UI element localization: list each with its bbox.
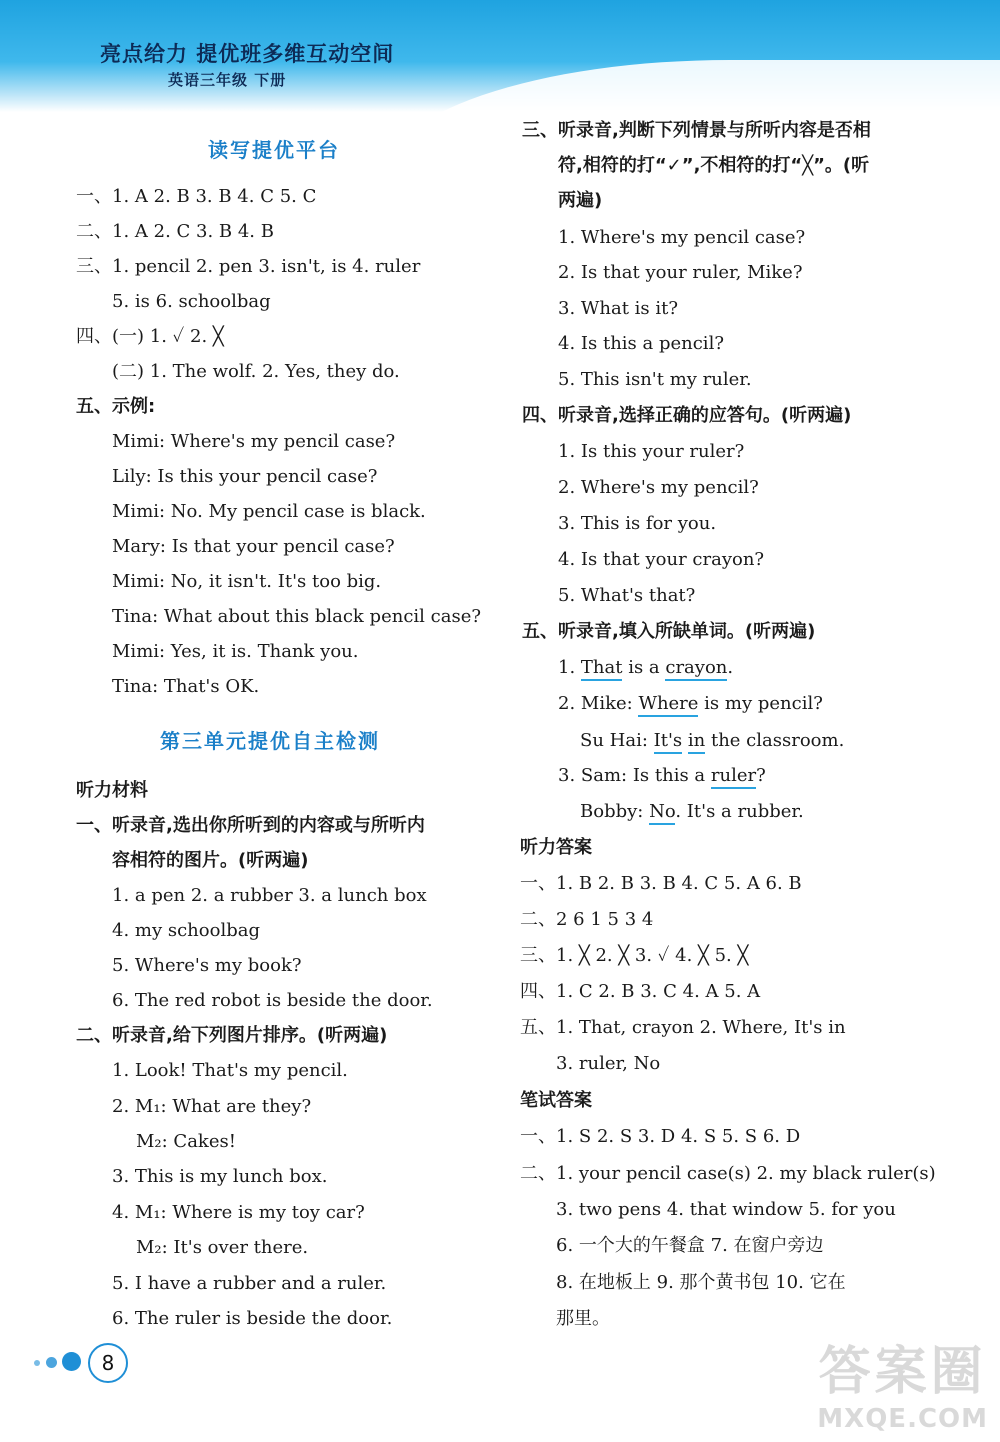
fill-blank-line xyxy=(558,764,766,788)
answer-line: 五、示例: xyxy=(76,396,156,417)
question-heading: 符,相符的打“✓”,不相符的打“╳”。(听 xyxy=(558,155,870,176)
text-segment: the classroom. xyxy=(705,730,845,751)
filled-blank: It's xyxy=(654,730,683,754)
watermark-text: 答案圈 xyxy=(818,1342,987,1402)
question-heading: 五、听录音,填入所缺单词。(听两遍) xyxy=(522,621,816,642)
text-segment: Su Hai: xyxy=(580,730,654,751)
dialogue-line: Mimi: No. My pencil case is black. xyxy=(112,501,426,522)
script-line: M₂: Cakes! xyxy=(136,1131,236,1152)
text-segment: ? xyxy=(756,765,766,786)
answer-line: 二、2 6 1 5 3 4 xyxy=(520,909,654,930)
section-title-unit-test: 第三单元提优自主检测 xyxy=(160,729,380,753)
answer-line: 3. ruler, No xyxy=(556,1053,661,1074)
script-line: 1. Look! That's my pencil. xyxy=(112,1060,348,1081)
script-line: 6. The ruler is beside the door. xyxy=(112,1308,393,1329)
question-heading: 二、听录音,给下列图片排序。(听两遍) xyxy=(76,1025,388,1046)
script-line: 2. Where's my pencil? xyxy=(558,477,759,498)
answer-line: 四、1. C 2. B 3. C 4. A 5. A xyxy=(520,981,761,1002)
book-subtitle: 英语三年级 下册 xyxy=(168,71,287,89)
filled-blank: ruler xyxy=(711,765,756,789)
question-heading: 两遍) xyxy=(558,190,603,211)
text-segment: 2. Mike: xyxy=(558,693,639,714)
answer-line: 三、1. pencil 2. pen 3. isn't, is 4. ruler xyxy=(76,256,421,277)
script-line: 3. This is my lunch box. xyxy=(112,1166,328,1187)
fill-blank-line xyxy=(558,656,733,680)
text-segment: . xyxy=(727,657,734,678)
decorative-dot xyxy=(34,1360,40,1366)
dialogue-line: Lily: Is this your pencil case? xyxy=(112,466,378,487)
filled-blank: Where xyxy=(638,693,698,717)
script-line: 5. What's that? xyxy=(558,585,696,606)
watermark-logo xyxy=(817,1329,988,1434)
filled-blank: crayon xyxy=(665,657,727,681)
script-line: 2. Is that your ruler, Mike? xyxy=(558,262,803,283)
script-line: M₂: It's over there. xyxy=(136,1237,309,1258)
text-segment: is a xyxy=(622,657,666,678)
dialogue-line: Mary: Is that your pencil case? xyxy=(112,536,395,557)
filled-blank: No xyxy=(649,801,675,825)
answer-line: (二) 1. The wolf. 2. Yes, they do. xyxy=(112,361,400,382)
question-heading: 容相符的图片。(听两遍) xyxy=(112,850,309,871)
script-line: 5. This isn't my ruler. xyxy=(558,369,752,390)
page-number: 8 xyxy=(88,1343,128,1383)
dialogue-line: Tina: That's OK. xyxy=(112,676,260,697)
script-line: 4. M₁: Where is my toy car? xyxy=(112,1202,365,1223)
answer-line: 一、1. B 2. B 3. B 4. C 5. A 6. B xyxy=(520,873,802,894)
question-heading: 四、听录音,选择正确的应答句。(听两遍) xyxy=(522,405,852,426)
script-line: 5. Where's my book? xyxy=(112,955,302,976)
script-line: 5. I have a rubber and a ruler. xyxy=(112,1273,387,1294)
script-line: 3. What is it? xyxy=(558,298,679,319)
script-line: 1. Is this your ruler? xyxy=(558,441,745,462)
filled-blank: in xyxy=(688,730,705,754)
answer-line: 五、1. That, crayon 2. Where, It's in xyxy=(520,1017,846,1038)
dialogue-line: Mimi: Where's my pencil case? xyxy=(112,431,396,452)
question-heading: 一、听录音,选出你所听到的内容或与所听内 xyxy=(76,815,425,836)
section-title-reading-writing: 读写提优平台 xyxy=(208,138,340,162)
text-segment: . It's a rubber. xyxy=(675,801,804,822)
page-header-banner xyxy=(0,0,1000,112)
listening-answers-label: 听力答案 xyxy=(520,837,592,858)
fill-blank-line xyxy=(580,729,844,753)
answer-line: 四、(一) 1. ✓ 2. ╳ xyxy=(76,326,224,347)
filled-blank: That xyxy=(581,657,623,681)
decorative-dot xyxy=(46,1357,57,1368)
script-line: 2. M₁: What are they? xyxy=(112,1096,312,1117)
answer-line: 二、1. A 2. C 3. B 4. B xyxy=(76,221,274,242)
question-heading: 三、听录音,判断下列情景与所听内容是否相 xyxy=(522,120,871,141)
answer-line: 那里。 xyxy=(556,1308,610,1329)
watermark-url: MXQE.COM xyxy=(817,1404,988,1434)
fill-blank-line xyxy=(558,692,823,716)
answer-line: 8. 在地板上 9. 那个黄书包 10. 它在 xyxy=(556,1272,846,1293)
header-wave-decoration xyxy=(380,60,1000,112)
answer-line: 三、1. ╳ 2. ╳ 3. ✓ 4. ╳ 5. ╳ xyxy=(520,945,749,966)
answer-line: 二、1. your pencil case(s) 2. my black ruler(s) xyxy=(520,1163,936,1184)
text-segment: 3. Sam: Is this a xyxy=(558,765,711,786)
answer-line: 6. 一个大的午餐盒 7. 在窗户旁边 xyxy=(556,1235,824,1256)
dialogue-line: Tina: What about this black pencil case? xyxy=(112,606,481,627)
text-segment: is my pencil? xyxy=(698,693,823,714)
script-line: 6. The red robot is beside the door. xyxy=(112,990,433,1011)
text-segment: Bobby: xyxy=(580,801,650,822)
fill-blank-line xyxy=(580,800,804,824)
written-answers-label: 笔试答案 xyxy=(520,1090,592,1111)
answer-line: 一、1. S 2. S 3. D 4. S 5. S 6. D xyxy=(520,1126,801,1147)
script-line: 1. a pen 2. a rubber 3. a lunch box xyxy=(112,885,427,906)
book-title: 亮点给力 提优班多维互动空间 xyxy=(100,42,395,66)
answer-line: 5. is 6. schoolbag xyxy=(112,291,271,312)
script-line: 4. Is this a pencil? xyxy=(558,333,724,354)
dialogue-line: Mimi: No, it isn't. It's too big. xyxy=(112,571,382,592)
script-line: 4. Is that your crayon? xyxy=(558,549,765,570)
script-line: 1. Where's my pencil case? xyxy=(558,227,806,248)
decorative-dot xyxy=(62,1352,81,1371)
script-line: 3. This is for you. xyxy=(558,513,717,534)
answer-line: 3. two pens 4. that window 5. for you xyxy=(556,1199,896,1220)
listening-materials-label: 听力材料 xyxy=(76,780,148,801)
dialogue-line: Mimi: Yes, it is. Thank you. xyxy=(112,641,359,662)
text-segment: 1. xyxy=(558,657,581,678)
answer-line: 一、1. A 2. B 3. B 4. C 5. C xyxy=(76,186,317,207)
script-line: 4. my schoolbag xyxy=(112,920,260,941)
